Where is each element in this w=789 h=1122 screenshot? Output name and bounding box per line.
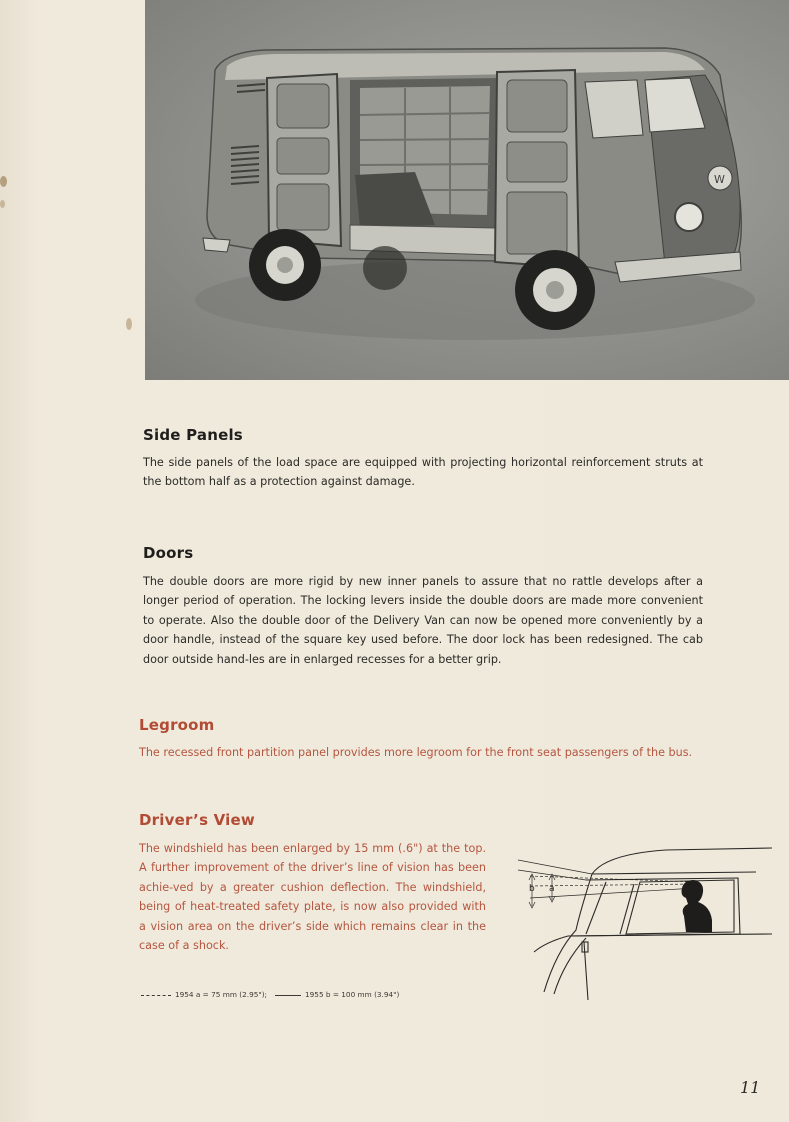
page-number: 11 <box>740 1078 761 1097</box>
drivers-view-section <box>139 811 486 955</box>
section-title: Doors <box>143 544 194 562</box>
solid-line-swatch <box>275 995 301 996</box>
delivery-van-illustration <box>145 0 789 380</box>
driver-silhouette-icon <box>682 880 713 932</box>
section-body: The recessed front partition panel provides more legroom for the front seat passengers of the bus. <box>139 746 693 759</box>
windshield-line-drawing <box>516 842 772 1002</box>
section-body: The windshield has been enlarged by 15 mm (.6") at the top. A further improvement of the driver’s line of vision has been achie-ved by a greater cushion deflection. The windshield, being of heat-treated safety plate, is now also provided with a vision area on the driver’s side which remains clear in the case of a shock. <box>139 842 486 953</box>
legroom-section <box>139 716 709 762</box>
legend-1955: 1955 b = 100 mm (3.94") <box>305 990 400 999</box>
section-body: The double doors are more rigid by new inner panels to assure that no rattle develops after a longer period of operation. The locking levers inside the double doors are made more convenient to operate. Also the double door of the Delivery Van can now be opened more conveniently by a door handle, instead of the square key used before. The door lock has been redesigned. The cab door outside hand-les are in enlarged recesses for a better grip. <box>143 575 703 666</box>
section-title: Driver’s View <box>139 811 255 829</box>
section-title: Legroom <box>139 716 215 734</box>
dimension-label-b: b <box>529 884 535 894</box>
section-title: Side Panels <box>143 426 243 444</box>
svg-text:W: W <box>714 173 725 186</box>
paper-stain <box>126 318 132 330</box>
diagram-legend <box>141 990 399 999</box>
dashed-line-swatch <box>141 995 171 996</box>
paper-stain <box>0 200 5 208</box>
windshield-diagram <box>516 842 772 1002</box>
paper-stain <box>0 176 7 187</box>
legend-1954: 1954 a = 75 mm (2.95"); <box>175 990 268 999</box>
side-panels-section <box>143 426 703 492</box>
doors-section <box>143 544 703 669</box>
delivery-van-photo <box>145 0 789 380</box>
dimension-label-a: a <box>549 884 555 894</box>
section-body: The side panels of the load space are equipped with projecting horizontal reinforcement struts at the bottom half as a protection against damage. <box>143 456 703 489</box>
